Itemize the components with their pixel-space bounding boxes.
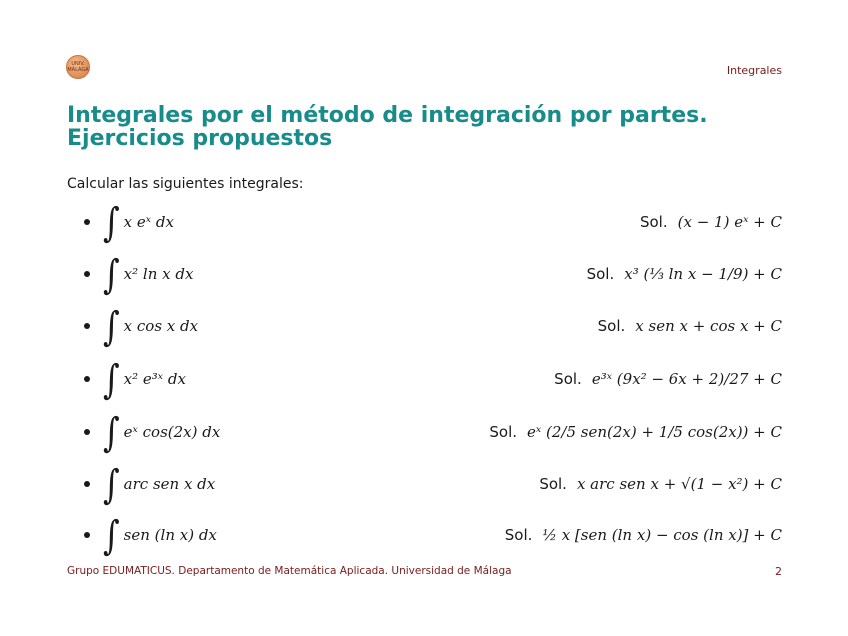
bullet-icon <box>84 219 90 225</box>
integrand: arc sen x dx <box>123 475 216 493</box>
integrand: x² ln x dx <box>123 265 194 283</box>
solution <box>489 423 782 441</box>
solution-label: Sol. <box>586 265 615 283</box>
solution <box>640 213 782 231</box>
solution-expression: x sen x + cos x + C <box>635 317 782 335</box>
bullet-icon <box>84 532 90 538</box>
solution-label: Sol. <box>504 526 533 544</box>
integral-expression <box>103 250 194 298</box>
solution <box>598 317 782 335</box>
integral-expression <box>103 355 186 403</box>
integrand: x eˣ dx <box>123 213 174 231</box>
exercise-item-2 <box>67 248 782 300</box>
page-title: Integrales por el método de integración por partes. Ejercicios propuestos <box>67 103 708 151</box>
bullet-icon <box>84 271 90 277</box>
solution <box>554 370 782 388</box>
integrand: eˣ cos(2x) dx <box>123 423 221 441</box>
solution-label: Sol. <box>639 213 668 231</box>
bullet-icon <box>84 481 90 487</box>
exercise-item-5 <box>67 406 782 458</box>
integral-expression <box>103 408 221 456</box>
exercise-item-3 <box>67 300 782 352</box>
exercise-item-1 <box>67 196 782 248</box>
solution <box>587 265 782 283</box>
exercise-item-6 <box>67 458 782 510</box>
integrand: x cos x dx <box>123 317 199 335</box>
integral-sign-icon: ∫ <box>103 250 120 298</box>
integral-sign-icon: ∫ <box>103 355 120 403</box>
integral-expression <box>103 460 216 508</box>
solution-expression: x arc sen x + √(1 − x²) + C <box>576 475 782 493</box>
integral-sign-icon: ∫ <box>103 408 120 456</box>
integral-expression <box>103 511 217 559</box>
bullet-icon <box>84 376 90 382</box>
bullet-icon <box>84 429 90 435</box>
integral-sign-icon: ∫ <box>103 511 120 559</box>
solution-expression: eˣ (2/5 sen(2x) + 1/5 cos(2x)) + C <box>527 423 782 441</box>
intro-text: Calcular las siguientes integrales: <box>67 176 304 192</box>
solution-label: Sol. <box>597 317 626 335</box>
integral-expression <box>103 302 199 350</box>
page-number: 2 <box>775 565 782 578</box>
solution-expression: (x − 1) eˣ + C <box>677 213 782 231</box>
integral-expression <box>103 198 174 246</box>
integrand: sen (ln x) dx <box>123 526 217 544</box>
exercise-item-7 <box>67 509 782 561</box>
integrand: x² e³ˣ dx <box>123 370 186 388</box>
integral-sign-icon: ∫ <box>103 460 120 508</box>
solution-expression: e³ˣ (9x² − 6x + 2)/27 + C <box>591 370 782 388</box>
bullet-icon <box>84 323 90 329</box>
footer-credits: Grupo EDUMATICUS. Departamento de Matemática Aplicada. Universidad de Málaga <box>67 565 512 577</box>
exercise-item-4 <box>67 353 782 405</box>
solution-label: Sol. <box>539 475 567 493</box>
solution <box>505 526 782 544</box>
university-logo-text: UNIV. MÁLAGA <box>67 61 89 73</box>
solution-expression: x³ (⅓ ln x − 1/9) + C <box>624 265 782 283</box>
section-title: Integrales <box>726 64 782 77</box>
university-logo <box>66 55 90 79</box>
integral-sign-icon: ∫ <box>103 302 120 350</box>
integral-sign-icon: ∫ <box>103 198 120 246</box>
solution-label: Sol. <box>554 370 582 388</box>
solution-label: Sol. <box>489 423 518 441</box>
solution-expression: ½ x [sen (ln x) − cos (ln x)] + C <box>542 526 782 544</box>
solution <box>539 475 782 493</box>
